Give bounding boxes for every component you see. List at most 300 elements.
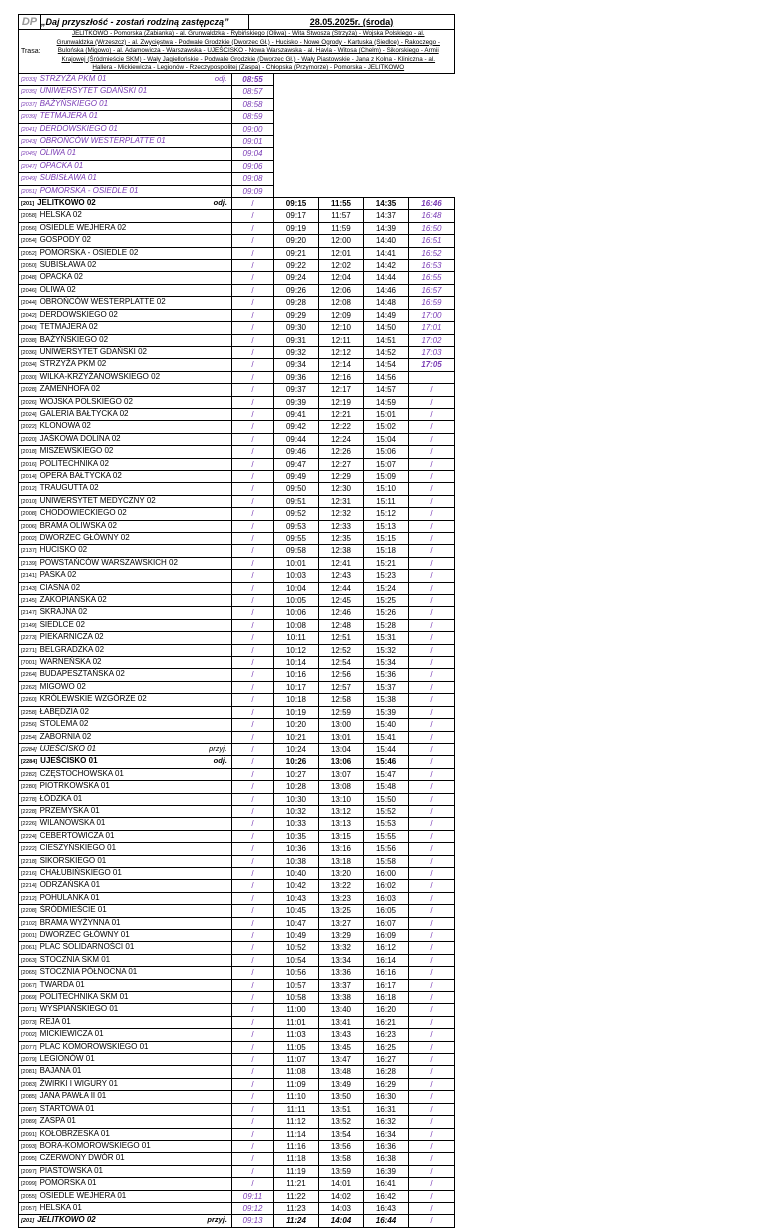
stop-name: POMORSKA - OSIEDLE 01	[39, 185, 139, 195]
stop-cell	[19, 632, 232, 644]
departure-time: 09:53	[274, 520, 319, 532]
departure-time: /	[409, 793, 455, 805]
stop-cell	[19, 830, 232, 842]
stop-cell	[19, 235, 232, 247]
stop-name: PLAC KOMOROWSKIEGO 01	[39, 1041, 149, 1051]
departure-time: 16:51	[409, 235, 455, 247]
departure-time: 15:07	[364, 458, 409, 470]
departure-time: /	[232, 1128, 274, 1140]
departure-time: 16:43	[364, 1202, 409, 1214]
departure-time: /	[232, 992, 274, 1004]
departure-time: 10:21	[274, 731, 319, 743]
stop-code: [2258]	[21, 709, 37, 716]
departure-time: 11:07	[274, 1054, 319, 1066]
departure-time: 14:48	[364, 297, 409, 309]
departure-time: 10:30	[274, 793, 319, 805]
stop-cell	[19, 719, 232, 731]
departure-time: 14:56	[364, 371, 409, 383]
departure-time: 13:49	[319, 1078, 364, 1090]
stop-code: [2048]	[21, 275, 37, 282]
departure-time: /	[409, 1190, 455, 1202]
stop-code: [2093]	[21, 1143, 37, 1150]
departure-time: 15:44	[364, 743, 409, 755]
timetable-row	[19, 768, 455, 780]
stop-name: WOJSKA POLSKIEGO 02	[39, 396, 133, 406]
departure-time: 13:58	[319, 1153, 364, 1165]
departure-time: 10:40	[274, 867, 319, 879]
timetable-row	[19, 1103, 455, 1115]
departure-time: 15:50	[364, 793, 409, 805]
stop-name: BAŻYŃSKIEGO 01	[39, 98, 109, 108]
departure-time: 16:18	[364, 992, 409, 1004]
empty-cell	[319, 86, 364, 98]
departure-time: /	[232, 979, 274, 991]
departure-time: 17:03	[409, 346, 455, 358]
departure-time: /	[232, 470, 274, 482]
stop-code: [2002]	[21, 536, 37, 542]
stop-name: KOŁOBRZESKA 01	[39, 1128, 110, 1138]
departure-time: 10:27	[274, 768, 319, 780]
departure-time: /	[409, 495, 455, 507]
stop-code: [2041]	[21, 126, 37, 133]
departure-time: 15:47	[364, 768, 409, 780]
departure-time: /	[409, 607, 455, 619]
departure-time: 13:20	[319, 867, 364, 879]
departure-time: 16:42	[364, 1190, 409, 1202]
timetable-row	[19, 508, 455, 520]
departure-time: 13:45	[319, 1041, 364, 1053]
departure-time: /	[232, 235, 274, 247]
timetable-row	[19, 1140, 455, 1152]
departure-time: /	[409, 1016, 455, 1028]
departure-time: /	[232, 458, 274, 470]
departure-time: 14:51	[364, 334, 409, 346]
stop-cell	[19, 694, 232, 706]
timetable-row	[19, 247, 455, 259]
stop-code: [2052]	[21, 250, 37, 257]
stop-code: [2222]	[21, 846, 37, 853]
empty-cell	[274, 123, 319, 135]
departure-time: 09:09	[232, 185, 274, 197]
stop-code: [2065]	[21, 970, 37, 977]
departure-time: /	[232, 954, 274, 966]
stop-cell	[19, 1165, 232, 1177]
departure-time: 09:49	[274, 470, 319, 482]
departure-time: 16:00	[364, 867, 409, 879]
departure-time: 15:37	[364, 681, 409, 693]
departure-time: 12:30	[319, 483, 364, 495]
stop-code: [2091]	[21, 1131, 37, 1138]
departure-time: 15:56	[364, 843, 409, 855]
empty-cell	[274, 111, 319, 123]
departure-time: 12:14	[319, 359, 364, 371]
stop-cell	[19, 1016, 232, 1028]
departure-time: 12:38	[319, 545, 364, 557]
stop-code: [7002]	[21, 1032, 37, 1039]
stop-name: JANA PAWŁA II 01	[39, 1091, 107, 1101]
timetable-row	[19, 570, 455, 582]
departure-time: 12:26	[319, 446, 364, 458]
departure-time: 16:55	[409, 272, 455, 284]
departure-time: /	[409, 843, 455, 855]
departure-time: 08:59	[232, 111, 274, 123]
stop-code: [2228]	[21, 808, 37, 815]
stop-name: BORA-KOMOROWSKIEGO 01	[39, 1140, 151, 1150]
departure-time: /	[409, 433, 455, 445]
stop-code: [2030]	[21, 374, 37, 381]
departure-time: 16:21	[364, 1016, 409, 1028]
departure-time: /	[232, 533, 274, 545]
departure-time: /	[409, 1041, 455, 1053]
stop-cell	[19, 470, 232, 482]
stop-code: [2057]	[21, 1205, 37, 1212]
departure-time: /	[409, 1004, 455, 1016]
departure-time: 09:24	[274, 272, 319, 284]
departure-time: /	[409, 1178, 455, 1190]
stop-name: WYSPIAŃSKIEGO 01	[39, 1004, 119, 1014]
stop-cell	[19, 1054, 232, 1066]
stop-name: PASKA 02	[39, 570, 77, 580]
departure-time: 12:33	[319, 520, 364, 532]
departure-time: 13:22	[319, 880, 364, 892]
departure-time: 16:44	[364, 1215, 409, 1227]
pre-course-row	[19, 173, 455, 185]
stop-cell	[19, 992, 232, 1004]
departure-time: /	[409, 992, 455, 1004]
departure-time: /	[232, 880, 274, 892]
stop-name: OLIWA 01	[39, 148, 77, 158]
timetable-row	[19, 470, 455, 482]
pre-course-row	[19, 148, 455, 160]
departure-time: 16:29	[364, 1078, 409, 1090]
timetable-row	[19, 371, 455, 383]
stop-cell	[19, 657, 232, 669]
stop-code: [2077]	[21, 1044, 37, 1051]
departure-time: 12:59	[319, 706, 364, 718]
stop-code: [2137]	[21, 548, 37, 555]
empty-cell	[409, 111, 455, 123]
timetable-row	[19, 1190, 455, 1202]
departure-time: 16:20	[364, 1004, 409, 1016]
departure-time: /	[232, 260, 274, 272]
departure-time: /	[232, 334, 274, 346]
departure-time: 15:21	[364, 557, 409, 569]
departure-time: 14:41	[364, 247, 409, 259]
departure-time: 11:05	[274, 1041, 319, 1053]
stop-name: MIGOWO 02	[39, 681, 86, 691]
stop-cell	[19, 917, 232, 929]
stop-cell	[19, 173, 232, 185]
stop-code: [2036]	[21, 349, 37, 356]
departure-time: /	[409, 1078, 455, 1090]
stop-cell	[19, 1190, 232, 1202]
departure-time: /	[232, 1041, 274, 1053]
departure-time: 14:03	[319, 1202, 364, 1214]
stop-cell	[19, 446, 232, 458]
timetable-row	[19, 1016, 455, 1028]
departure-time: 10:33	[274, 818, 319, 830]
departure-time: /	[409, 1091, 455, 1103]
stop-name: CHODOWIECKIEGO 02	[39, 508, 127, 518]
stop-cell	[19, 359, 232, 371]
stop-name: OPERA BAŁTYCKA 02	[39, 470, 122, 480]
stop-code: [2050]	[21, 263, 37, 270]
departure-time: 13:51	[319, 1103, 364, 1115]
stop-code: [2073]	[21, 1019, 37, 1026]
pre-course-row	[19, 136, 455, 148]
departure-time: /	[409, 421, 455, 433]
timetable-row	[19, 595, 455, 607]
departure-time: 08:58	[232, 98, 274, 110]
departure-time: 15:32	[364, 644, 409, 656]
stop-name: OLIWA 02	[39, 284, 76, 294]
stop-code: [2037]	[21, 101, 37, 108]
stop-cell	[19, 284, 232, 296]
departure-time: 16:09	[364, 930, 409, 942]
departure-time: 09:39	[274, 396, 319, 408]
departure-time: /	[232, 607, 274, 619]
empty-cell	[319, 185, 364, 197]
departure-time: 13:36	[319, 967, 364, 979]
stop-code: [2145]	[21, 598, 37, 605]
departure-time: 10:05	[274, 595, 319, 607]
stop-name: POLITECHNIKA SKM 01	[39, 992, 129, 1002]
stop-name: DWORZEC GŁÓWNY 01	[39, 930, 130, 939]
stop-cell	[19, 855, 232, 867]
stop-code: [2087]	[21, 1106, 37, 1113]
stop-cell	[19, 1029, 232, 1041]
empty-cell	[274, 148, 319, 160]
departure-time: 15:26	[364, 607, 409, 619]
stop-name: ZABORNIA 02	[39, 731, 92, 741]
stop-cell	[19, 1215, 232, 1227]
timetable-row	[19, 694, 455, 706]
departure-time: 12:48	[319, 619, 364, 631]
empty-cell	[319, 73, 364, 85]
departure-time: 09:52	[274, 508, 319, 520]
departure-time: /	[409, 483, 455, 495]
timetable-row	[19, 495, 455, 507]
departure-time: 12:43	[319, 570, 364, 582]
timetable-row	[19, 1153, 455, 1165]
stop-name: JELITKOWO 02	[37, 1215, 96, 1225]
stop-cell	[19, 136, 232, 148]
stop-cell	[19, 743, 232, 755]
departure-time: /	[409, 520, 455, 532]
departure-time: 11:14	[274, 1128, 319, 1140]
departure-time: /	[232, 818, 274, 830]
timetable-row	[19, 483, 455, 495]
stop-name: OPACKA 02	[39, 272, 83, 282]
departure-time: 10:20	[274, 719, 319, 731]
departure-time: 13:25	[319, 905, 364, 917]
stop-name: ZAMENHOFA 02	[39, 384, 101, 394]
departure-time: 09:04	[232, 148, 274, 160]
departure-time: /	[232, 346, 274, 358]
stop-cell	[19, 1140, 232, 1152]
departure-time: 10:54	[274, 954, 319, 966]
departure-time: /	[409, 805, 455, 817]
stop-cell	[19, 557, 232, 569]
departure-time: 12:22	[319, 421, 364, 433]
departure-time: 12:08	[319, 297, 364, 309]
stop-name: KRÓLEWSKIE WZGÓRZE 02	[39, 694, 147, 704]
empty-cell	[409, 173, 455, 185]
departure-time: 16:53	[409, 260, 455, 272]
departure-time: 09:50	[274, 483, 319, 495]
stop-code: [2043]	[21, 139, 37, 145]
timetable-row	[19, 892, 455, 904]
departure-time: 16:12	[364, 942, 409, 954]
stop-name: POWSTAŃCÓW WARSZAWSKICH 02	[39, 557, 178, 567]
stop-name: JAŚKOWA DOLINA 02	[39, 433, 121, 443]
departure-time: 10:06	[274, 607, 319, 619]
departure-time: 10:19	[274, 706, 319, 718]
stop-cell	[19, 533, 232, 545]
departure-time: /	[232, 632, 274, 644]
stop-name: SUBISŁAWA 01	[39, 173, 97, 183]
timetable-row	[19, 582, 455, 594]
stop-name: PIASTOWSKA 01	[39, 1165, 103, 1175]
stop-cell	[19, 421, 232, 433]
stop-name: MISZEWSKIEGO 02	[39, 446, 114, 456]
stop-cell	[19, 346, 232, 358]
departure-time: 17:00	[409, 309, 455, 321]
stop-code: [2069]	[21, 995, 37, 1002]
departure-time: /	[409, 706, 455, 718]
timetable-row	[19, 1004, 455, 1016]
stop-cell	[19, 322, 232, 334]
stop-name: UNIWERSYTET GDAŃSKI 02	[39, 346, 147, 356]
departure-time: /	[409, 855, 455, 867]
stop-code: [2033]	[21, 76, 37, 83]
departure-time: /	[409, 595, 455, 607]
departure-time: /	[232, 222, 274, 234]
departure-time: /	[409, 1215, 455, 1227]
timetable-row	[19, 421, 455, 433]
stop-name: POLITECHNIKA 02	[39, 458, 109, 468]
stop-name: OSIEDLE WEJHERA 01	[39, 1190, 127, 1200]
stop-name: GOSPODY 02	[39, 235, 91, 245]
stop-cell	[19, 619, 232, 631]
empty-cell	[364, 160, 409, 172]
stop-name: BELGRADZKA 02	[39, 644, 105, 654]
stop-code: [2022]	[21, 424, 37, 431]
stop-code: [2054]	[21, 238, 37, 245]
departure-time: 12:24	[319, 433, 364, 445]
timetable-row	[19, 917, 455, 929]
departure-time: /	[409, 694, 455, 706]
timetable-row	[19, 557, 455, 569]
departure-time: /	[409, 1066, 455, 1078]
departure-time: /	[409, 830, 455, 842]
stop-code: [2218]	[21, 858, 37, 865]
departure-time: 16:07	[364, 917, 409, 929]
stop-cell	[19, 1091, 232, 1103]
stop-cell	[19, 1202, 232, 1214]
departure-time: 17:02	[409, 334, 455, 346]
route-line: JELITKOWO - Pomorska (Żabianka) - al. Grunwaldzka - Rybińskiego (Oliwa) - Wita Stwosza (Strzyża) - Wojska Polskiego - al.	[71, 30, 425, 37]
timetable-row	[19, 644, 455, 656]
departure-time: 10:57	[274, 979, 319, 991]
departure-time: 16:48	[409, 210, 455, 222]
departure-time: 10:36	[274, 843, 319, 855]
stop-cell	[19, 867, 232, 879]
departure-time: 15:24	[364, 582, 409, 594]
departure-time: /	[232, 830, 274, 842]
stop-code: [2039]	[21, 114, 37, 121]
departure-time: /	[409, 396, 455, 408]
stop-cell	[19, 495, 232, 507]
timetable-row	[19, 1178, 455, 1190]
departure-time: 15:09	[364, 470, 409, 482]
departure-time: 15:41	[364, 731, 409, 743]
stop-name: STARTOWA 01	[39, 1103, 95, 1113]
timetable-row	[19, 992, 455, 1004]
stop-cell	[19, 979, 232, 991]
departure-time: 16:52	[409, 247, 455, 259]
empty-cell	[409, 160, 455, 172]
stop-cell	[19, 260, 232, 272]
pre-course-row	[19, 86, 455, 98]
stop-code: [2040]	[21, 325, 37, 332]
stop-cell	[19, 433, 232, 445]
departure-time: 10:49	[274, 930, 319, 942]
departure-time: /	[232, 495, 274, 507]
timetable-row	[19, 818, 455, 830]
departure-time: /	[409, 1153, 455, 1165]
departure-time: /	[232, 743, 274, 755]
departure-time: 11:55	[319, 198, 364, 210]
timetable-row	[19, 222, 455, 234]
departure-time: 12:32	[319, 508, 364, 520]
departure-time: /	[409, 892, 455, 904]
stop-cell	[19, 1078, 232, 1090]
pre-course-row	[19, 111, 455, 123]
departure-time: 13:34	[319, 954, 364, 966]
departure-time: 12:11	[319, 334, 364, 346]
route-line: Hallera - Mickiewicza - Legionów - Rzeczypospolitej (Zaspa) - Chłopska (Przymorze) - Pomorska - JELITKOWO	[92, 64, 405, 72]
departure-time: 10:03	[274, 570, 319, 582]
departure-time: 12:17	[319, 384, 364, 396]
departure-time: 14:02	[319, 1190, 364, 1202]
timetable-row	[19, 297, 455, 309]
departure-time: 13:13	[319, 818, 364, 830]
departure-time: 15:12	[364, 508, 409, 520]
stop-cell	[19, 508, 232, 520]
departure-time: /	[409, 1116, 455, 1128]
stop-cell	[19, 818, 232, 830]
stop-code: [2012]	[21, 486, 37, 493]
departure-time: 09:28	[274, 297, 319, 309]
stop-cell	[19, 1004, 232, 1016]
timetable-row	[19, 1054, 455, 1066]
departure-time: /	[232, 384, 274, 396]
departure-time: 15:36	[364, 669, 409, 681]
departure-time: 15:52	[364, 805, 409, 817]
timetable-row	[19, 1091, 455, 1103]
stop-cell	[19, 371, 232, 383]
stop-code: [2035]	[21, 89, 37, 96]
timetable-row	[19, 433, 455, 445]
dp-logo: DP	[19, 15, 41, 30]
departure-time: 09:30	[274, 322, 319, 334]
timetable-row	[19, 520, 455, 532]
departure-time: 13:50	[319, 1091, 364, 1103]
stop-cell	[19, 123, 232, 135]
stop-code: [2051]	[21, 188, 37, 195]
departure-time: 14:04	[319, 1215, 364, 1227]
